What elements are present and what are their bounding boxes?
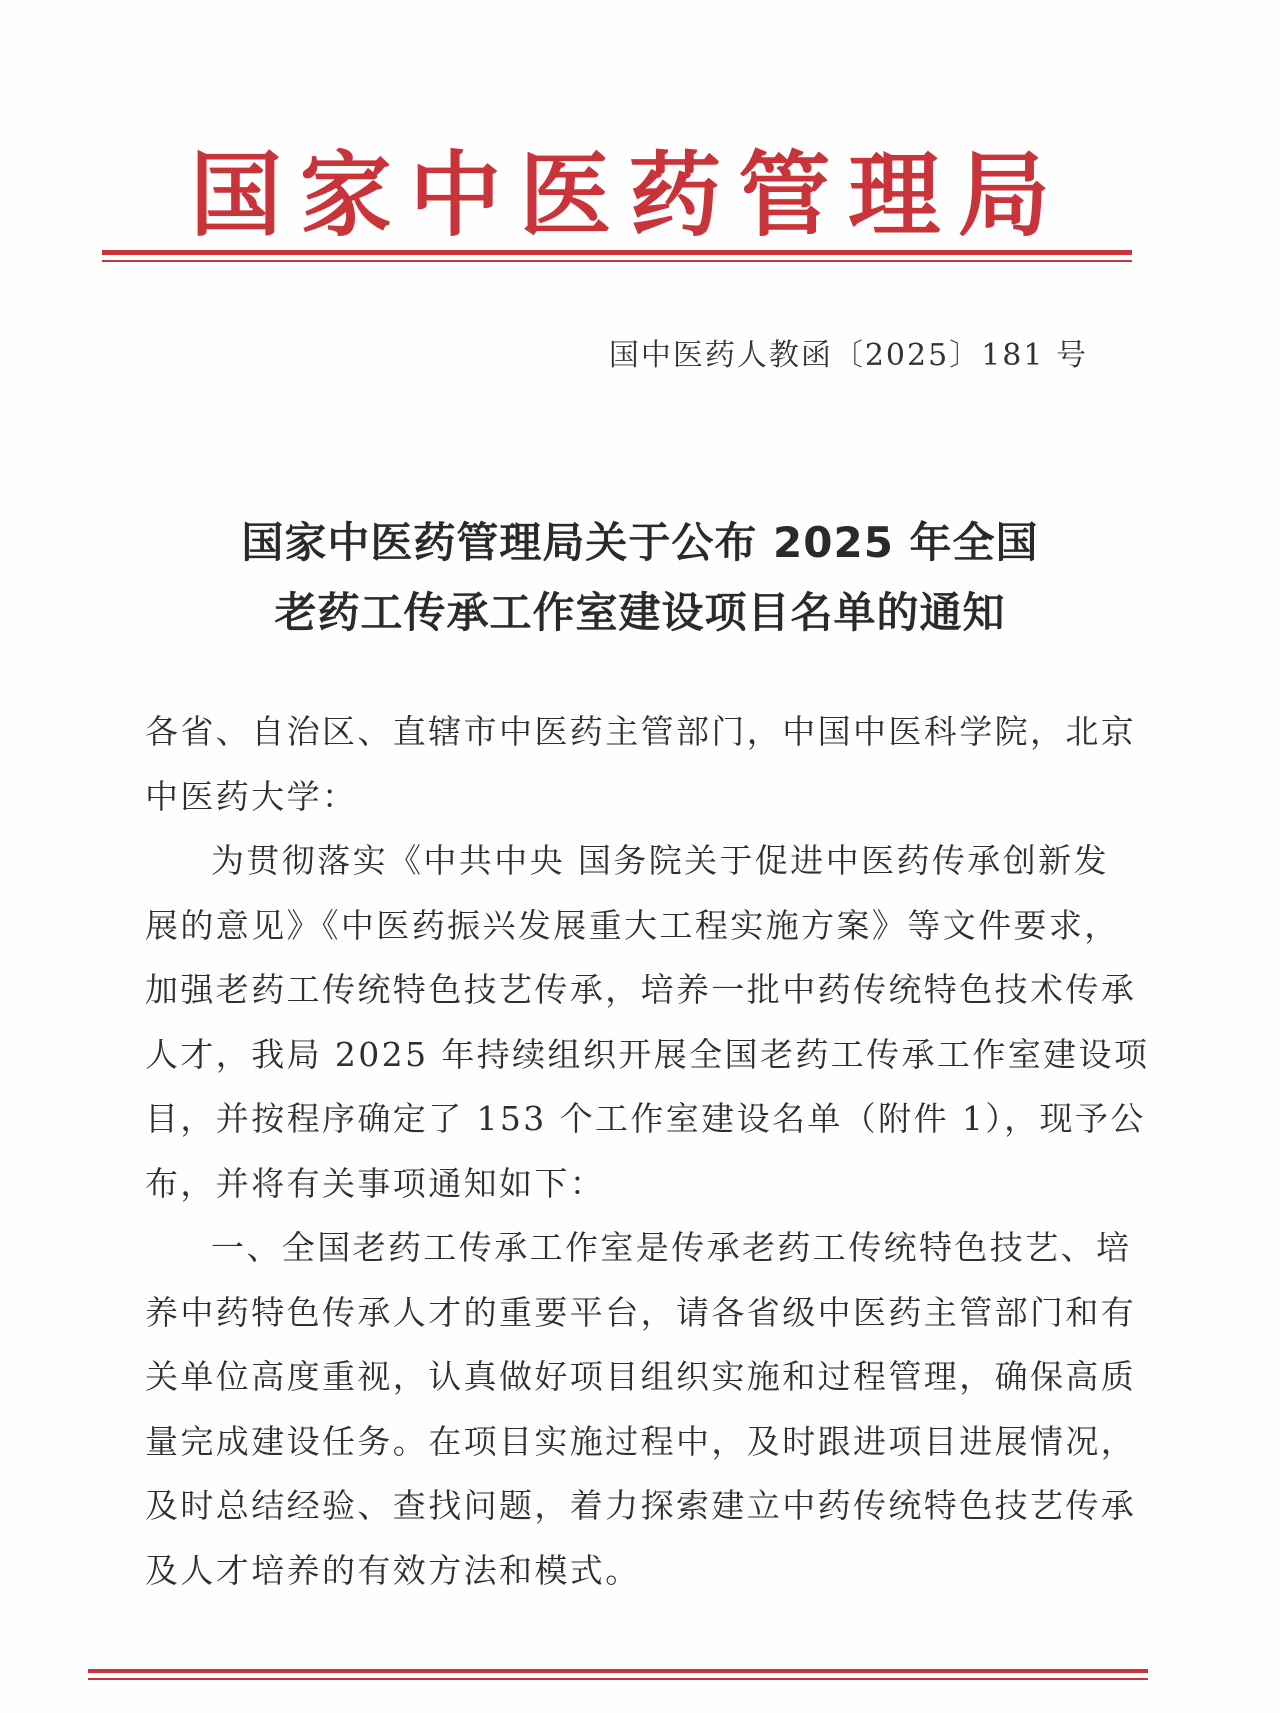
letterhead-char: 医 [519, 141, 612, 249]
letterhead-char: 国 [190, 141, 283, 249]
paragraph-line: 一、全国老药工传承工作室是传承老药工传统特色技艺、培 [211, 1228, 1132, 1267]
letterhead-char: 理 [848, 141, 941, 249]
paragraph-line: 加强老药工传统特色技艺传承，培养一批中药传统特色技术传承 [145, 970, 1137, 1009]
letterhead-char: 管 [738, 141, 831, 249]
paragraph-line: 养中药特色传承人才的重要平台，请各省级中医药主管部门和有 [145, 1292, 1137, 1332]
paragraph-line: 人才，我局 2025 年持续组织开展全国老药工传承工作室建设项 [145, 1034, 1150, 1074]
footer-divider-thick [88, 1669, 1148, 1673]
paragraph-line: 为贯彻落实《中共中央 国务院关于促进中医药传承创新发 [211, 841, 1109, 880]
paragraph-line: 展的意见》《中医药振兴发展重大工程实施方案》等文件要求， [145, 905, 1120, 945]
paragraph-line: 布，并将有关事项通知如下： [145, 1163, 606, 1203]
salutation-line: 中医药大学： [145, 776, 358, 816]
letterhead-char: 局 [957, 141, 1050, 249]
letterhead-char: 药 [628, 141, 721, 249]
paragraph-line: 及人才培养的有效方法和模式。 [145, 1550, 641, 1590]
letterhead-char: 家 [299, 141, 392, 249]
letterhead-divider-thick [102, 250, 1132, 255]
letterhead-divider-thin [102, 260, 1132, 262]
paragraph-line: 及时总结经验、查找问题，着力探索建立中药传统特色技艺传承 [145, 1486, 1137, 1525]
document-body [145, 700, 1150, 1603]
title-line-1: 国家中医药管理局关于公布 2025 年全国 [241, 518, 1039, 567]
paragraph-line: 关单位高度重视，认真做好项目组织实施和过程管理，确保高质 [145, 1357, 1137, 1396]
salutation-line: 各省、自治区、直辖市中医药主管部门，中国中医科学院，北京 [145, 712, 1137, 751]
paragraph-line: 目，并按程序确定了 153 个工作室建设名单（附件 1），现予公 [145, 1099, 1146, 1138]
letterhead-char: 中 [409, 141, 502, 249]
paragraph-line: 量完成建设任务。在项目实施过程中，及时跟进项目进展情况， [145, 1421, 1137, 1461]
title-line-2: 老药工传承工作室建设项目名单的通知 [274, 588, 1006, 637]
document-number: 国中医药人教函〔2025〕181 号 [608, 338, 1088, 373]
document-title [140, 508, 1140, 648]
footer-divider-thin [88, 1678, 1148, 1680]
letterhead-title [190, 140, 1050, 250]
